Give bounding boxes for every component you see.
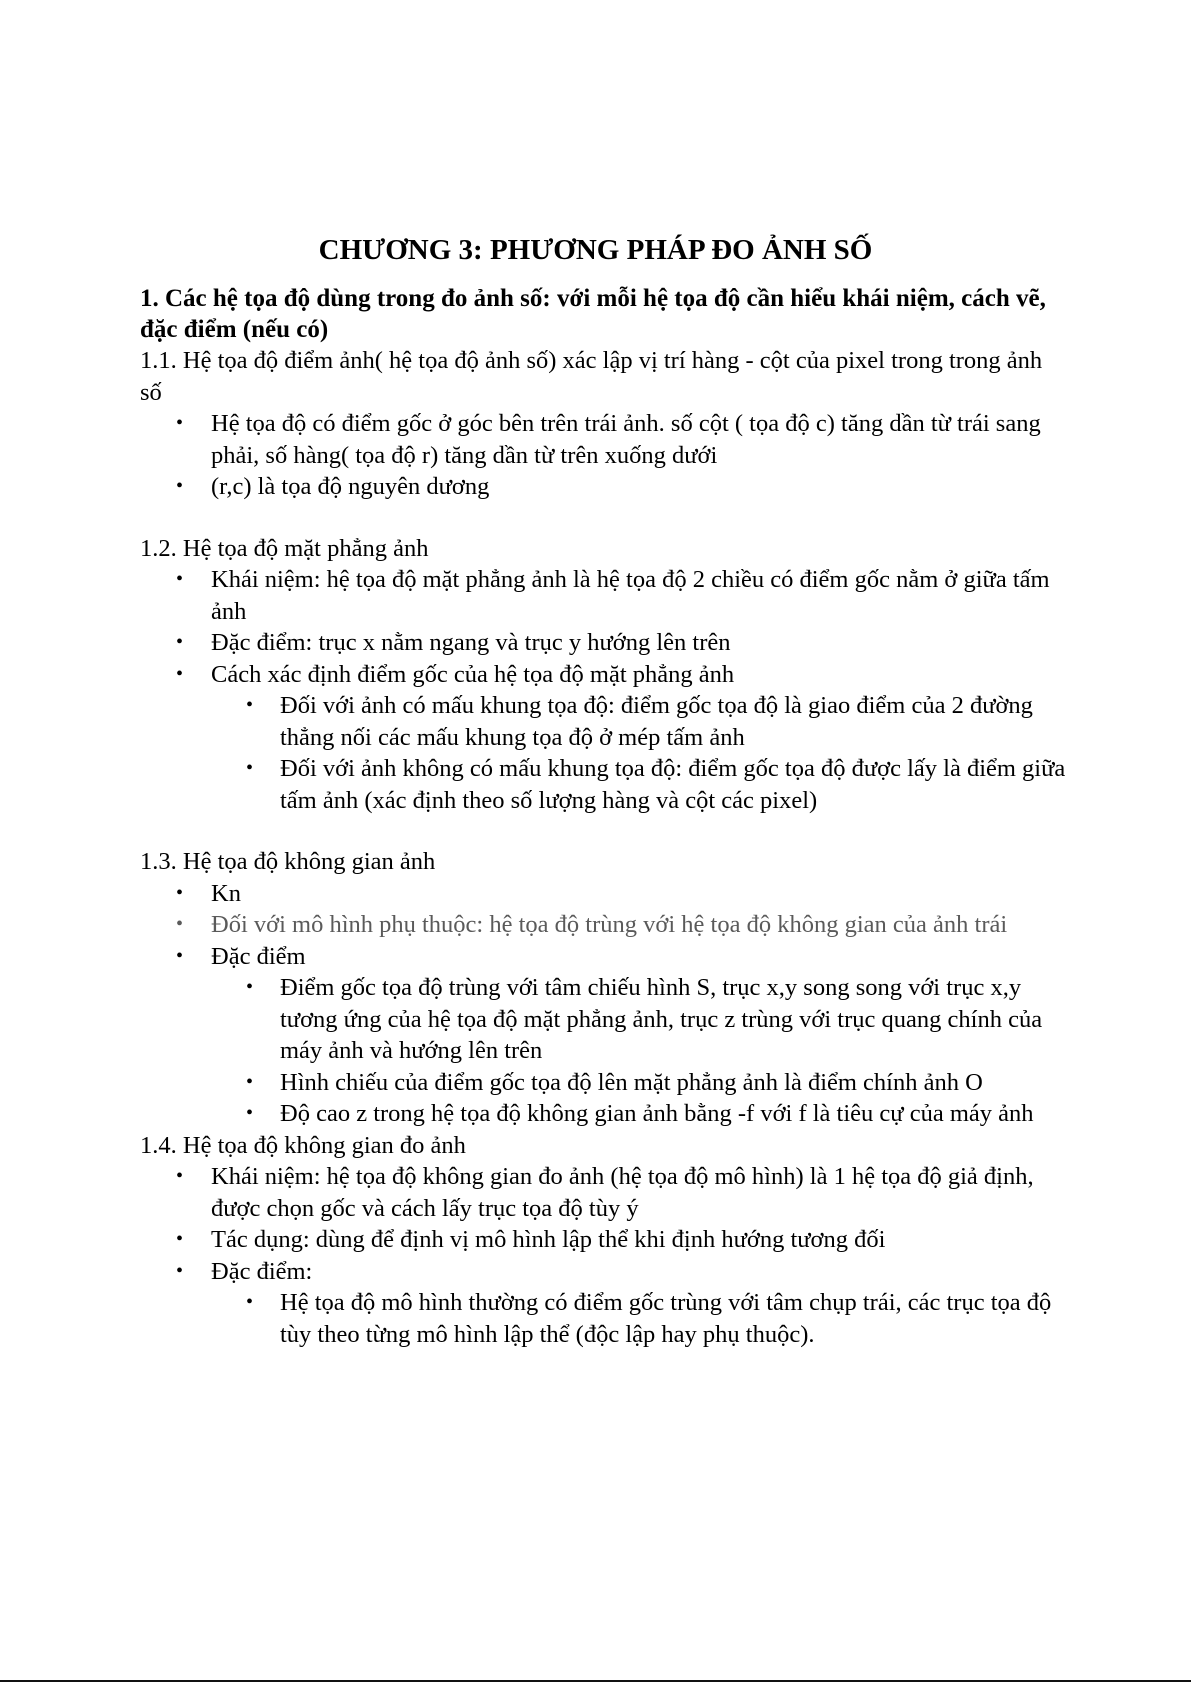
list-item: • Đặc điểm: [140, 941, 1070, 973]
sub-list-item: • Độ cao z trong hệ tọa độ không gian ảnh bằng -f với f là tiêu cự của máy ảnh: [140, 1098, 1070, 1130]
section-1-3-list: [140, 878, 1070, 1130]
spacer: [140, 816, 1070, 846]
section-1-1-list: [140, 408, 1070, 503]
sub-list-item: • Hệ tọa độ mô hình thường có điểm gốc trùng với tâm chụp trái, các trục tọa độ tùy theo từng mô hình lập thể (độc lập hay phụ thuộc).: [140, 1287, 1070, 1350]
list-item: • (r,c) là tọa độ nguyên dương: [140, 471, 1070, 503]
sub-list-item: • Đối với ảnh không có mấu khung tọa độ: điểm gốc tọa độ được lấy là điểm giữa tấm ảnh (xác định theo số lượng hàng và cột các pixel): [140, 753, 1070, 816]
list-item: • Đối với mô hình phụ thuộc: hệ tọa độ trùng với hệ tọa độ không gian của ảnh trái: [140, 909, 1070, 941]
list-item: • Kn: [140, 878, 1070, 910]
page-bottom-edge: [0, 1680, 1191, 1682]
list-item: • Đặc điểm:: [140, 1256, 1070, 1288]
section-1-2-heading: 1.2. Hệ tọa độ mặt phẳng ảnh: [140, 534, 429, 562]
sub-list-item: • Đối với ảnh có mấu khung tọa độ: điểm gốc tọa độ là giao điểm của 2 đường thẳng nối các mấu khung tọa độ ở mép tấm ảnh: [140, 690, 1070, 753]
sub-list-item: • Hình chiếu của điểm gốc tọa độ lên mặt phẳng ảnh là điểm chính ảnh O: [140, 1067, 1070, 1099]
list-item: • Tác dụng: dùng để định vị mô hình lập thể khi định hướng tương đối: [140, 1224, 1070, 1256]
list-item: • Khái niệm: hệ tọa độ không gian đo ảnh (hệ tọa độ mô hình) là 1 hệ tọa độ giả định, được chọn gốc và cách lấy trục tọa độ tùy ý: [140, 1161, 1070, 1224]
list-item: • Đặc điểm: trục x nằm ngang và trục y hướng lên trên: [140, 627, 1070, 659]
section-1-4-list: [140, 1161, 1070, 1350]
section-1-4-heading: 1.4. Hệ tọa độ không gian đo ảnh: [140, 1131, 466, 1159]
list-item: • Cách xác định điểm gốc của hệ tọa độ mặt phẳng ảnh: [140, 659, 1070, 691]
section-1-2-list: [140, 564, 1070, 816]
section-1-1-heading: 1.1. Hệ tọa độ điểm ảnh( hệ tọa độ ảnh số) xác lập vị trí hàng - cột của pixel trong trong ảnh số: [140, 347, 1043, 406]
section-1-3-heading: 1.3. Hệ tọa độ không gian ảnh: [140, 848, 436, 875]
document-body: [140, 283, 1070, 1350]
section-1-heading: 1. Các hệ tọa độ dùng trong đo ảnh số: với mỗi hệ tọa độ cần hiểu khái niệm, cách vẽ, đặc điểm (nếu có): [140, 285, 1046, 343]
spacer: [140, 503, 1070, 533]
chapter-title: CHƯƠNG 3: PHƯƠNG PHÁP ĐO ẢNH SỐ: [318, 234, 873, 266]
list-item: • Hệ tọa độ có điểm gốc ở góc bên trên trái ảnh. số cột ( tọa độ c) tăng dần từ trái sang phải, số hàng( tọa độ r) tăng dần từ trên xuống dưới: [140, 408, 1070, 471]
sub-list-item: • Điểm gốc tọa độ trùng với tâm chiếu hình S, trục x,y song song với trục x,y tương ứng của hệ tọa độ mặt phẳng ảnh, trục z trùng với trục quang chính của máy ảnh và hướng lên trên: [140, 972, 1070, 1067]
list-item: • Khái niệm: hệ tọa độ mặt phẳng ảnh là hệ tọa độ 2 chiều có điểm gốc nằm ở giữa tấm ảnh: [140, 564, 1070, 627]
